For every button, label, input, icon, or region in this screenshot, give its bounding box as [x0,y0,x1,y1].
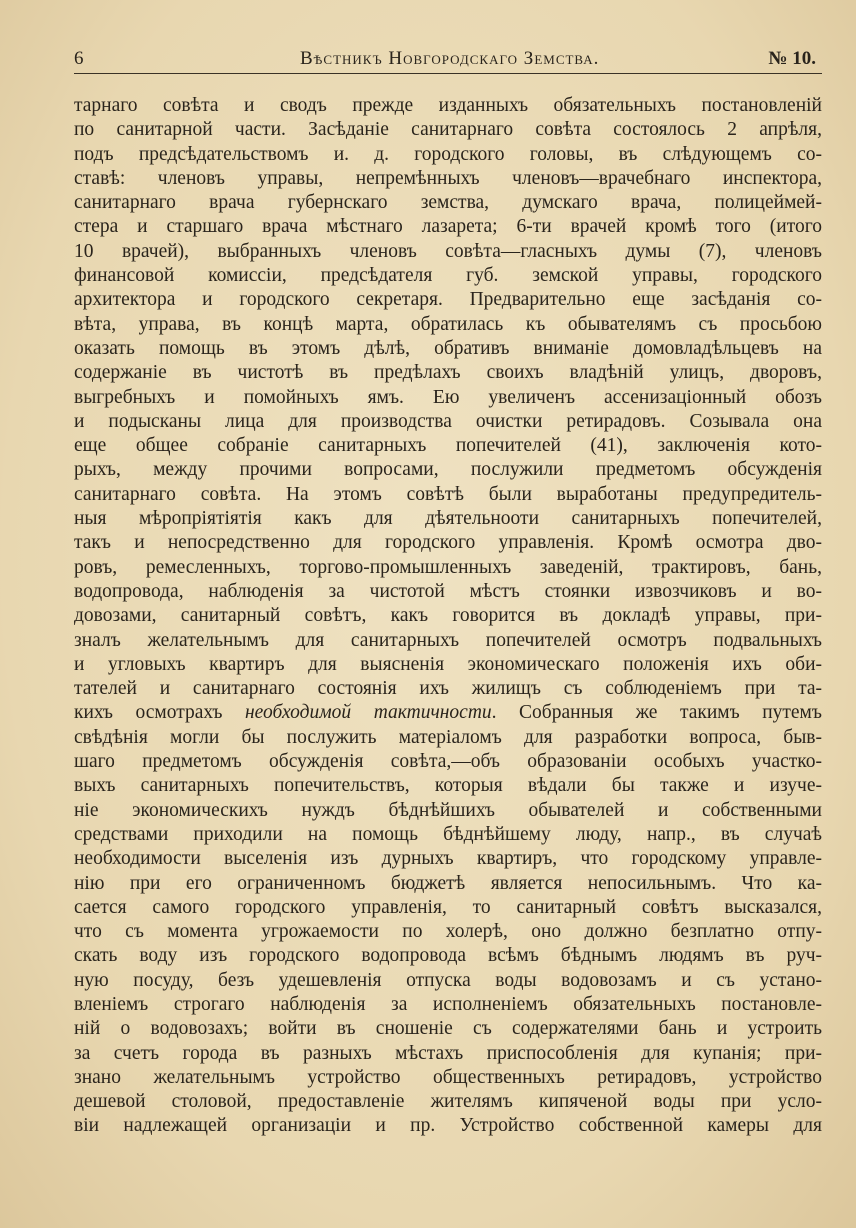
text-line: скать воду изъ городского водопровода всѣмъ бѣднымъ людямъ въ руч- [74,945,822,967]
text-line: оказать помощь въ этомъ дѣлѣ, обративъ вниманіе домовладѣльцевъ на [74,337,822,359]
text-line: и подысканы лица для производства очистки ретирадовъ. Созывала она [74,410,822,432]
text-segment: . Собранныя же такимъ путемъ [491,702,822,724]
text-line: средствами приходили на помощь бѣднѣйшему люду, напр., въ случаѣ [74,823,822,845]
text-line: ставѣ: членовъ управы, непремѣнныхъ членовъ—врачебнаго инспектора, [74,167,822,189]
body-text [74,94,822,1139]
text-line: водопровода, наблюденія за чистотой мѣстъ стоянки извозчиковъ и во- [74,580,822,602]
text-line: санитарнаго врача губернскаго земства, думскаго врача, полицеймей- [74,192,822,214]
text-line: шаго предметомъ обсужденія совѣта,—объ образованіи особыхъ участко- [74,751,822,773]
text-line: 10 врачей), выбранныхъ членовъ совѣта—гласныхъ думы (7), членовъ [74,240,822,262]
text-line: тарнаго совѣта и сводъ прежде изданныхъ обязательныхъ постановленій [74,95,822,116]
text-line: выгребныхъ и помойныхъ ямъ. Ею увеличенъ ассенизаціонный обозъ [74,386,822,408]
text-line: содержаніе въ чистотѣ въ предѣлахъ своихъ владѣній улицъ, дворовъ, [74,362,822,384]
text-line: рыхъ, между прочими вопросами, послужили предметомъ обсужденія [74,459,822,481]
text-line: ную посуду, безъ удешевленія отпуска воды водовозамъ и съ устано- [74,969,822,991]
text-line: дешевой столовой, предоставленіе жителямъ кипяченой воды при усло- [74,1091,822,1113]
text-line: ній о водовозахъ; войти въ сношеніе съ содержателями бань и устроить [74,1018,822,1040]
text-line: свѣдѣнія могли бы послужить матеріаломъ для разработки вопроса, быв- [74,726,822,748]
text-line: подъ предсѣдательствомъ и. д. городского головы, въ слѣдующемъ со- [74,143,822,165]
journal-title: Вѣстникъ Новгородскаго Земства. [300,48,600,69]
issue-number: № 10. [768,48,816,69]
text-line: за счетъ города въ разныхъ мѣстахъ приспособленія для купанія; при- [74,1042,822,1064]
text-line: что съ момента угрожаемости по холерѣ, оно должно безплатно отпу- [74,921,822,943]
text-line: ніе экономическихъ нуждъ бѣднѣйшихъ обывателей и собственными [74,799,822,821]
text-line: вленіемъ строгаго наблюденія за исполненіемъ обязательныхъ постановле- [74,993,822,1015]
text-line: финансовой комиссіи, предсѣдателя губ. земской управы, городского [74,265,822,287]
running-header [74,44,816,76]
text-line [74,701,822,725]
text-line: и угловыхъ квартиръ для выясненія экономическаго положенія ихъ оби- [74,653,822,675]
text-line: довозами, санитарный совѣтъ, какъ говорится въ докладѣ управы, при- [74,605,822,627]
text-line: віи надлежащей организаціи и пр. Устройство собственной камеры для [74,1115,822,1137]
text-line: тателей и санитарнаго состоянія ихъ жилищъ съ соблюденіемъ при та- [74,678,822,700]
text-line: вѣта, управа, въ концѣ марта, обратилась къ обывателямъ съ просьбою [74,313,822,335]
header-rule [74,73,822,74]
text-segment: кихъ осмотрахъ [74,702,245,724]
text-line: архитектора и городского секретаря. Предварительно еще засѣданія со- [74,289,822,311]
text-line: по санитарной части. Засѣданіе санитарнаго совѣта состоялось 2 апрѣля, [74,119,822,141]
text-line: такъ и непосредственно для городского управленія. Кромѣ осмотра дво- [74,532,822,554]
text-line: нію при его ограниченномъ бюджетѣ является непосильнымъ. Что ка- [74,872,822,894]
text-line: еще общее собраніе санитарныхъ попечителей (41), заключенія кото- [74,435,822,457]
text-line: знано желательнымъ устройство общественныхъ ретирадовъ, устройство [74,1066,822,1088]
text-line: сается самого городского управленія, то санитарный совѣтъ высказался, [74,896,822,918]
page-number: 6 [74,48,84,69]
text-line: зналъ желательнымъ для санитарныхъ попечителей осмотръ подвальныхъ [74,629,822,651]
text-line: санитарнаго совѣта. На этомъ совѣтѣ были выработаны предупредитель- [74,483,822,505]
text-line: необходимости выселенія изъ дурныхъ квартиръ, что городскому управле- [74,848,822,870]
italic-emphasis: необходимой тактичности [244,702,492,724]
text-line: ровъ, ремесленныхъ, торгово-промышленныхъ заведеній, трактировъ, бань, [74,556,822,578]
text-line: стера и старшаго врача мѣстнаго лазарета; 6-ти врачей кромѣ того (итого [74,216,822,238]
text-line: ныя мѣропріятіятія какъ для дѣятельнооти санитарныхъ попечителей, [74,508,822,530]
text-line: выхъ санитарныхъ попечительствъ, которыя вѣдали бы также и изуче- [74,775,822,797]
